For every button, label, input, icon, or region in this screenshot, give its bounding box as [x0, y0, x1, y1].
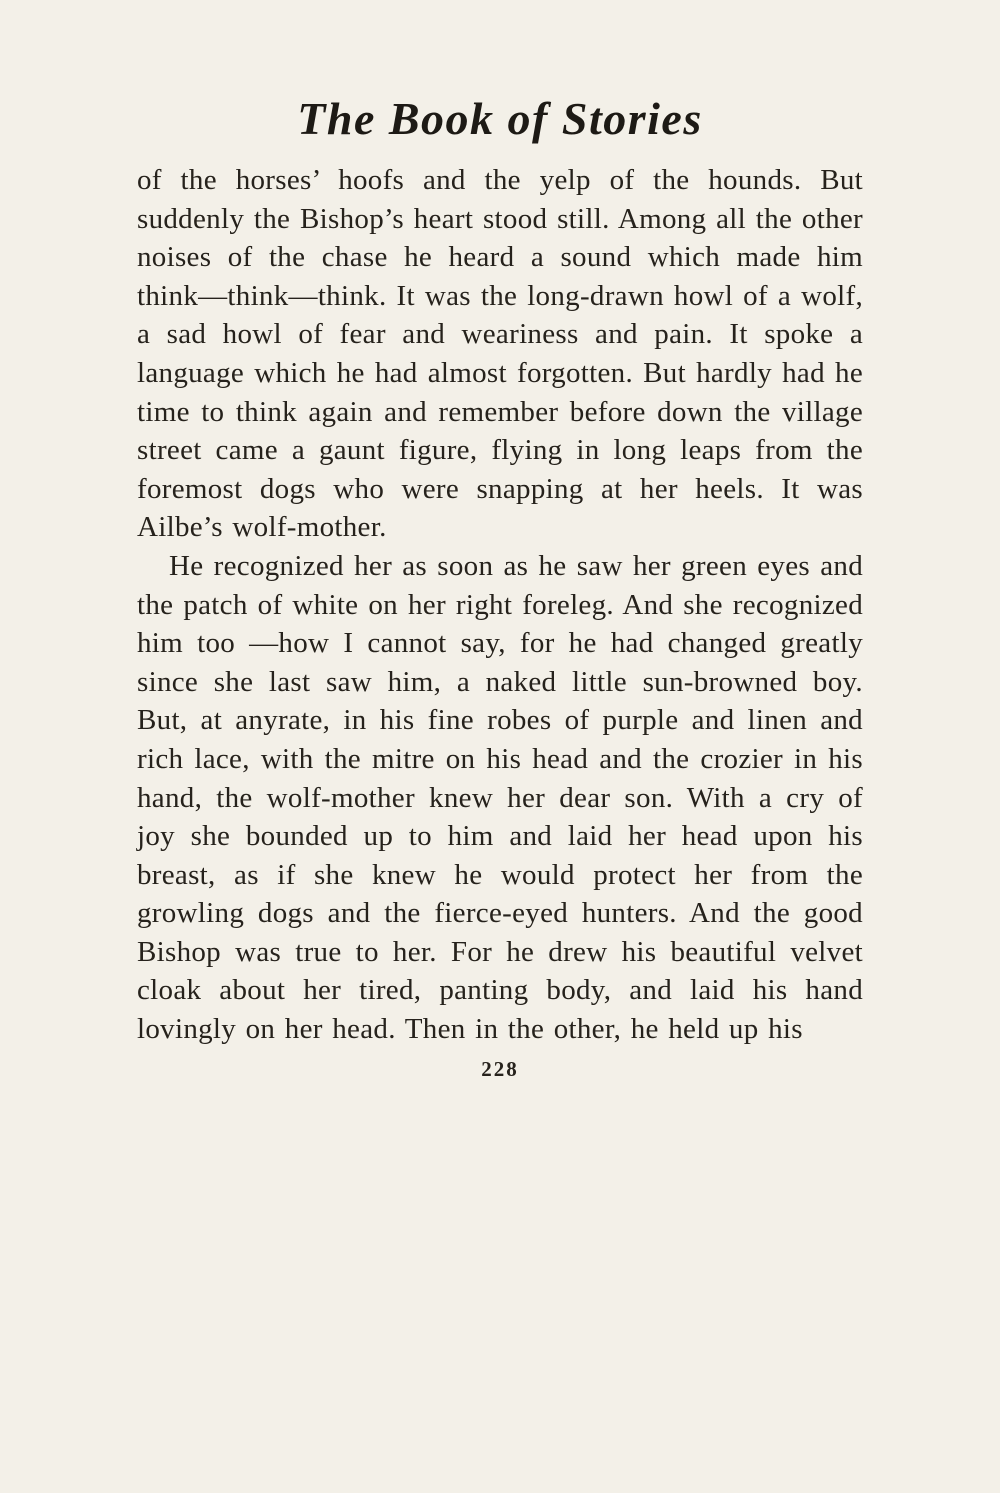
body-text-block — [137, 161, 863, 1049]
paragraph: He recognized her as soon as he saw her green eyes and the patch of white on her right foreleg. And she recognized him too —how I cannot say, for he had changed greatly since she last saw him, a naked little sun-browned boy. But, at anyrate, in his fine robes of purple and linen and rich lace, with the mitre on his head and the crozier in his hand, the wolf-mother knew her dear son. With a cry of joy she bounded up to him and laid her head upon his breast, as if she knew he would protect her from the growling dogs and the fierce-eyed hunters. And the good Bishop was true to her. For he drew his beautiful velvet cloak about her tired, panting body, and laid his hand lovingly on her head. Then in the other, he held up his — [137, 549, 863, 1046]
paragraph-continuation: of the horses’ hoofs and the yelp of the hounds. But suddenly the Bishop’s heart stood still. Among all the other noises of the chase he heard a sound which made him think—think—think. It was the long-drawn howl of a wolf, a sad howl of fear and weariness and pain. It spoke a language which he had almost forgotten. But hardly had he time to think again and remember before down the village street came a gaunt figure, flying in long leaps from the foremost dogs who were snapping at her heels. It was Ailbe’s wolf-mother. — [137, 164, 863, 544]
page-number: 228 — [481, 1056, 519, 1081]
running-header-title: The Book of Stories — [297, 93, 703, 144]
